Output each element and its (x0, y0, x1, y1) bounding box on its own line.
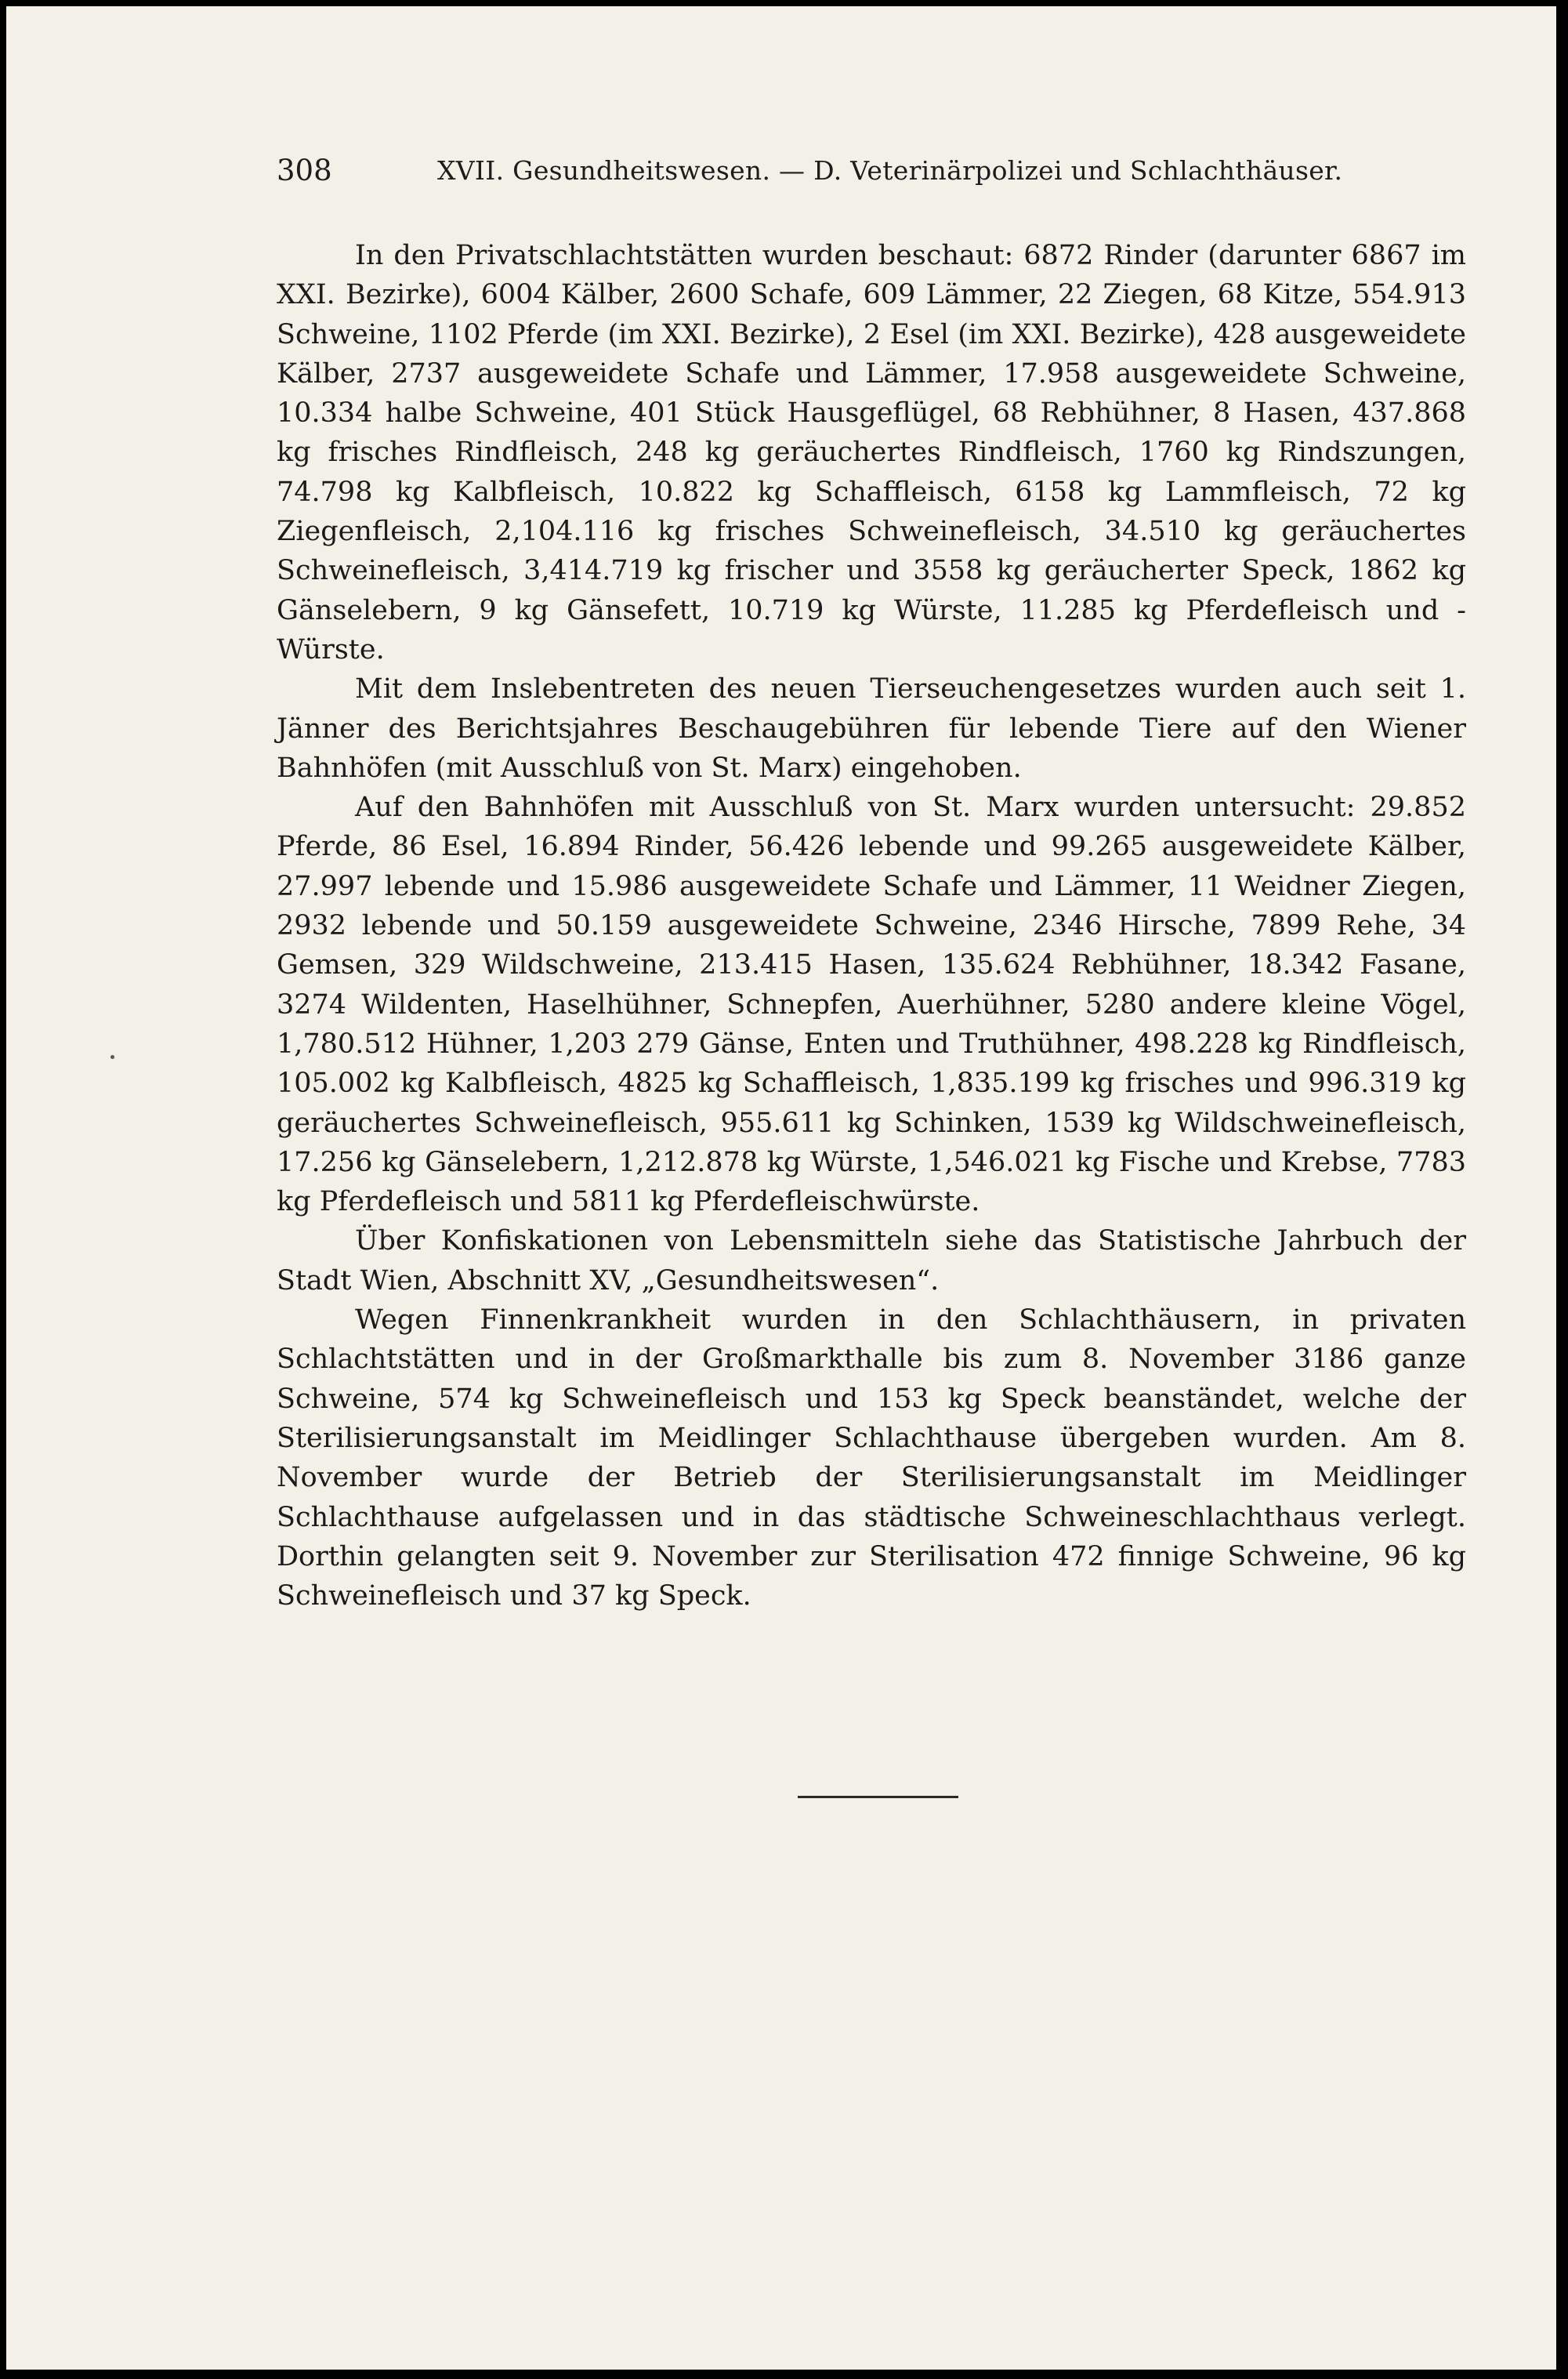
margin-speck (110, 1055, 114, 1059)
page-header (277, 154, 1343, 193)
paragraph-confiscations: Über Konfiskationen von Lebensmitteln siehe das Statistische Jahrbuch der Stadt Wien, Abschnitt XV, „Gesundheitswesen“. (277, 1225, 1466, 1296)
page-number: 308 (277, 154, 332, 187)
document-page (6, 6, 1556, 2370)
body-text (277, 236, 1466, 1647)
section-divider (798, 1796, 958, 1798)
paragraph-private-slaughter: In den Privatschlachtstätten wurden beschaut: 6872 Rinder (darunter 6867 im XXI. Bezirke), 6004 Kälber, 2600 Schafe, 609 Lämmer, 22 Ziegen, 68 Kitze, 554.913 Schweine, 1102 Pferde (im XXI. Bezirke), 2 Esel (im XXI. Bezirke), 428 ausgeweidete Kälber, 2737 ausgeweidete Schafe und Lämmer, 17.958 ausgeweidete Schweine, 10.334 halbe Schweine, 401 Stück Hausgeflügel, 68 Rebhühner, 8 Hasen, 437.868 kg frisches Rindfleisch, 248 kg geräuchertes Rindfleisch, 1760 kg Rindszungen, 74.798 kg Kalbfleisch, 10.822 kg Schaffleisch, 6158 kg Lammfleisch, 72 kg Ziegenfleisch, 2,104.116 kg frisches Schweinefleisch, 34.510 kg geräuchertes Schweinefleisch, 3,414.719 kg frischer und 3558 kg geräucherter Speck, 1862 kg Gänselebern, 9 kg Gänsefett, 10.719 kg Würste, 11.285 kg Pferdefleisch und -Würste. (277, 240, 1466, 665)
paragraph-finnen-disease: Wegen Finnenkrankheit wurden in den Schlachthäusern, in privaten Schlachtstätten und in der Großmarkthalle bis zum 8. November 3186 ganze Schweine, 574 kg Schweinefleisch und 153 kg Speck beanständet, welche der Sterilisierungsanstalt im Meidlinger Schlachthause übergeben wurden. Am 8. November wurde der Betrieb der Sterilisierungsanstalt im Meidlinger Schlachthause aufgelassen und in das städtische Schweineschlachthaus verlegt. Dorthin gelangten seit 9. November zur Sterilisation 472 finnige Schweine, 96 kg Schweinefleisch und 37 kg Speck. (277, 1304, 1466, 1612)
paragraph-inspection-fees: Mit dem Inslebentreten des neuen Tierseuchengesetzes wurden auch seit 1. Jänner des Berichtsjahres Beschaugebühren für lebende Tiere auf den Wiener Bahnhöfen (mit Ausschluß von St. Marx) eingehoben. (277, 673, 1466, 784)
paragraph-railway-stations: Auf den Bahnhöfen mit Ausschluß von St. Marx wurden untersucht: 29.852 Pferde, 86 Esel, 16.894 Rinder, 56.426 lebende und 99.265 ausgeweidete Kälber, 27.997 lebende und 15.986 ausgeweidete Schafe und Lämmer, 11 Weidner Ziegen, 2932 lebende und 50.159 ausgeweidete Schweine, 2346 Hirsche, 7899 Rehe, 34 Gemsen, 329 Wildschweine, 213.415 Hasen, 135.624 Rebhühner, 18.342 Fasane, 3274 Wildenten, Haselhühner, Schnepfen, Auerhühner, 5280 andere kleine Vögel, 1,780.512 Hühner, 1,203 279 Gänse, Enten und Truthühner, 498.228 kg Rindfleisch, 105.002 kg Kalbfleisch, 4825 kg Schaffleisch, 1,835.199 kg frisches und 996.319 kg geräuchertes Schweinefleisch, 955.611 kg Schinken, 1539 kg Wildschweinefleisch, 17.256 kg Gänselebern, 1,212.878 kg Würste, 1,546.021 kg Fische und Krebse, 7783 kg Pferdefleisch und 5811 kg Pferdefleischwürste. (277, 792, 1466, 1218)
running-head: XVII. Gesundheitswesen. — D. Veterinärpolizei und Schlachthäuser. (437, 155, 1343, 186)
